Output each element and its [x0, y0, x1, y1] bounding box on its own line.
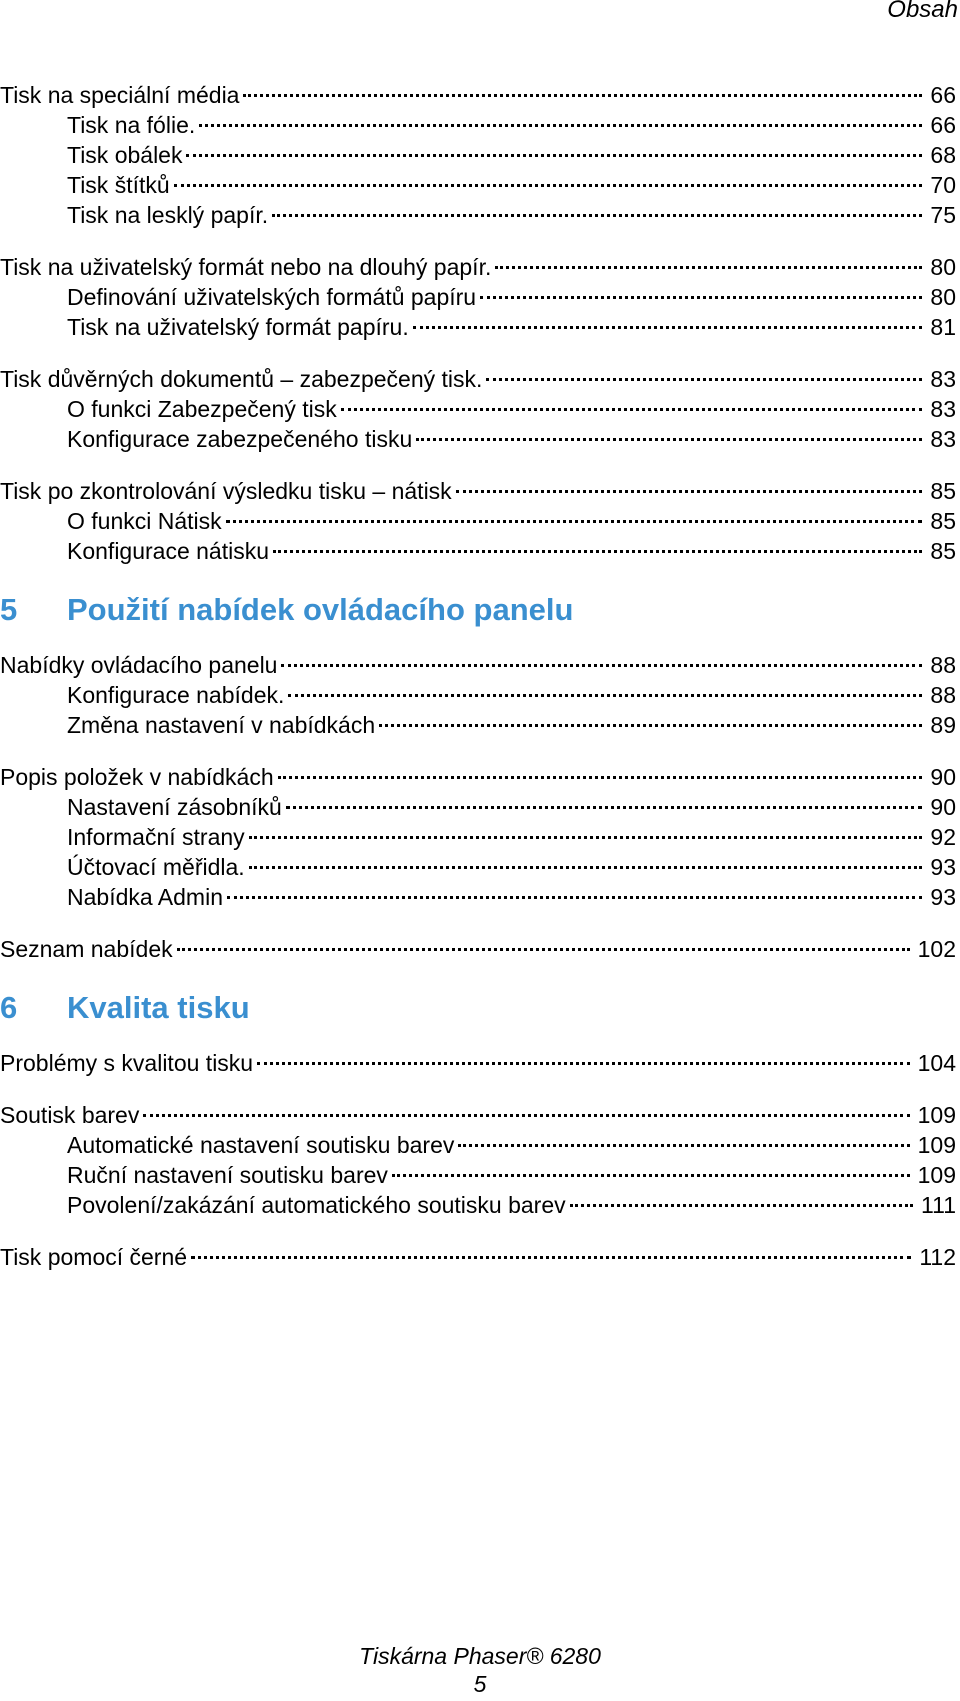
chapter-number: 6: [0, 990, 18, 1025]
toc-entry-title: Tisk na lesklý papír.: [67, 202, 269, 228]
toc-page-number: 109: [917, 1132, 956, 1158]
footer-page-number: 5: [473, 1671, 487, 1697]
toc-entry-title: Soutisk barev: [0, 1102, 140, 1128]
toc-entry[interactable]: [0, 1100, 956, 1130]
dot-leader: [341, 408, 923, 411]
toc-page-number: 68: [930, 142, 956, 168]
dot-leader: [174, 184, 923, 187]
dot-leader: [288, 694, 922, 697]
dot-leader: [186, 154, 922, 157]
toc-page-number: 93: [930, 854, 956, 880]
toc-group: [0, 252, 956, 342]
toc-group: [0, 364, 956, 454]
toc-entry-title: Nabídky ovládacího panelu: [0, 652, 278, 678]
toc-entry[interactable]: [0, 80, 956, 110]
dot-leader: [286, 806, 923, 809]
dot-leader: [199, 124, 922, 127]
toc-page-number: 83: [930, 396, 956, 422]
toc-entry-title: Tisk na fólie.: [67, 112, 196, 138]
toc-entry-title: Tisk obálek: [67, 142, 183, 168]
toc-entry-title: O funkci Nátisk: [67, 508, 222, 534]
toc-entry-title: Tisk na speciální média: [0, 82, 240, 108]
toc-entry-title: Změna nastavení v nabídkách: [67, 712, 376, 738]
toc-group: [0, 650, 956, 740]
chapter-heading: [0, 590, 956, 630]
dot-leader: [392, 1174, 910, 1177]
dot-leader: [570, 1204, 913, 1207]
dot-leader: [281, 664, 922, 667]
toc-page-number: 83: [930, 426, 956, 452]
toc-entry-title: Konfigurace zabezpečeného tisku: [67, 426, 413, 452]
toc-subentry[interactable]: [0, 506, 956, 536]
dot-leader: [480, 296, 922, 299]
toc-entry[interactable]: [0, 1048, 956, 1078]
toc-entry-title: Účtovací měřidla.: [67, 854, 245, 880]
toc-page-number: 88: [930, 682, 956, 708]
toc-entry[interactable]: [0, 650, 956, 680]
dot-leader: [416, 438, 922, 441]
toc-entry-title: Problémy s kvalitou tisku: [0, 1050, 254, 1076]
toc-page-number: 104: [917, 1050, 956, 1076]
toc-entry-title: Konfigurace nátisku: [67, 538, 270, 564]
toc-subentry[interactable]: [0, 1160, 956, 1190]
toc-entry-title: Automatické nastavení soutisku barev: [67, 1132, 455, 1158]
footer-product-name: Tiskárna Phaser® 6280: [359, 1643, 601, 1669]
toc-group: [0, 934, 956, 964]
toc-page-number: 70: [930, 172, 956, 198]
toc-entry-title: Nastavení zásobníků: [67, 794, 282, 820]
toc-entry-title: Tisk na uživatelský formát nebo na dlouhý papír.: [0, 254, 492, 280]
dot-leader: [143, 1114, 909, 1117]
toc-entry-title: Popis položek v nabídkách: [0, 764, 274, 790]
toc-page-number: 85: [930, 538, 956, 564]
toc-entry-title: Ruční nastavení soutisku barev: [67, 1162, 388, 1188]
toc-page-number: 109: [917, 1102, 956, 1128]
chapter-number: 5: [0, 592, 18, 627]
table-of-contents: [0, 80, 956, 1294]
toc-page-number: 102: [917, 936, 956, 962]
dot-leader: [379, 724, 922, 727]
toc-subentry[interactable]: [0, 394, 956, 424]
toc-group: [0, 1048, 956, 1078]
dot-leader: [456, 490, 923, 493]
dot-leader: [257, 1062, 910, 1065]
toc-entry[interactable]: [0, 364, 956, 394]
chapter-title[interactable]: Použití nabídek ovládacího panelu: [67, 592, 574, 627]
toc-subentry[interactable]: [0, 1130, 956, 1160]
toc-page-number: 80: [930, 284, 956, 310]
dot-leader: [495, 266, 922, 269]
chapter-title[interactable]: Kvalita tisku: [67, 990, 250, 1025]
toc-entry-title: Tisk pomocí černé: [0, 1244, 188, 1270]
toc-subentry[interactable]: [0, 110, 956, 140]
dot-leader: [227, 896, 922, 899]
dot-leader: [243, 94, 922, 97]
toc-subentry[interactable]: [0, 822, 956, 852]
toc-subentry[interactable]: [0, 140, 956, 170]
toc-subentry[interactable]: [0, 424, 956, 454]
toc-subentry[interactable]: [0, 1190, 956, 1220]
toc-entry-title: Tisk důvěrných dokumentů – zabezpečený tisk.: [0, 366, 483, 392]
toc-page-number: 80: [930, 254, 956, 280]
toc-group: [0, 80, 956, 230]
page-footer: [0, 1642, 960, 1698]
toc-subentry[interactable]: [0, 792, 956, 822]
toc-entry-title: Tisk na uživatelský formát papíru.: [67, 314, 409, 340]
toc-entry[interactable]: [0, 1242, 956, 1272]
toc-entry[interactable]: [0, 934, 956, 964]
toc-page-number: 112: [919, 1244, 956, 1270]
dot-leader: [177, 948, 910, 951]
dot-leader: [249, 866, 923, 869]
toc-page-number: 81: [930, 314, 956, 340]
toc-subentry[interactable]: [0, 312, 956, 342]
toc-subentry[interactable]: [0, 536, 956, 566]
toc-entry-title: Nabídka Admin: [67, 884, 223, 910]
toc-page-number: 90: [930, 764, 956, 790]
toc-entry-title: Konfigurace nabídek.: [67, 682, 285, 708]
dot-leader: [278, 776, 923, 779]
toc-page-number: 85: [930, 478, 956, 504]
toc-entry-title: Povolení/zakázání automatického soutisku barev: [67, 1192, 566, 1218]
toc-entry-title: Tisk po zkontrolování výsledku tisku – nátisk: [0, 478, 452, 504]
toc-group: [0, 1100, 956, 1220]
toc-entry-title: Informační strany: [67, 824, 245, 850]
toc-subentry[interactable]: [0, 282, 956, 312]
dot-leader: [191, 1256, 911, 1259]
toc-page-number: 90: [930, 794, 956, 820]
toc-entry-title: Seznam nabídek: [0, 936, 173, 962]
toc-entry-title: Definování uživatelských formátů papíru: [67, 284, 477, 310]
toc-group: [0, 1242, 956, 1272]
toc-page-number: 92: [930, 824, 956, 850]
toc-subentry[interactable]: [0, 852, 956, 882]
toc-entry-title: Tisk štítků: [67, 172, 170, 198]
toc-page-number: 89: [930, 712, 956, 738]
toc-group: [0, 762, 956, 912]
dot-leader: [413, 326, 923, 329]
toc-entry[interactable]: [0, 762, 956, 792]
toc-entry[interactable]: [0, 252, 956, 282]
toc-subentry[interactable]: [0, 680, 956, 710]
dot-leader: [458, 1144, 909, 1147]
toc-page-number: 109: [917, 1162, 956, 1188]
dot-leader: [226, 520, 923, 523]
toc-page-number: 83: [930, 366, 956, 392]
dot-leader: [486, 378, 922, 381]
toc-subentry[interactable]: [0, 710, 956, 740]
toc-subentry[interactable]: [0, 170, 956, 200]
page-header-title: Obsah: [887, 0, 958, 23]
toc-page-number: 111: [921, 1192, 956, 1218]
chapter-heading: [0, 988, 956, 1028]
dot-leader: [273, 550, 922, 553]
toc-page-number: 75: [930, 202, 956, 228]
toc-entry[interactable]: [0, 476, 956, 506]
toc-entry-title: O funkci Zabezpečený tisk: [67, 396, 337, 422]
toc-page-number: 93: [930, 884, 956, 910]
toc-page-number: 66: [930, 82, 956, 108]
toc-page-number: 66: [930, 112, 956, 138]
dot-leader: [272, 214, 922, 217]
toc-page-number: 85: [930, 508, 956, 534]
toc-subentry[interactable]: [0, 882, 956, 912]
toc-group: [0, 476, 956, 566]
dot-leader: [249, 836, 923, 839]
toc-page-number: 88: [930, 652, 956, 678]
toc-subentry[interactable]: [0, 200, 956, 230]
